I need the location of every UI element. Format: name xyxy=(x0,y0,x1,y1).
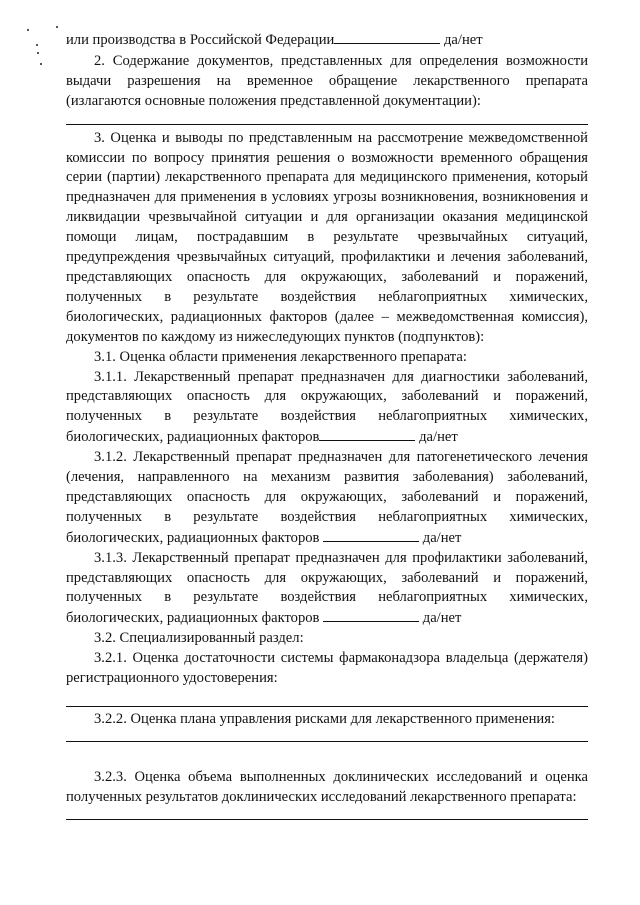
section-3-2-1: 3.2.1. Оценка достаточности системы фармаконадзора владельца (держателя) регистрационного удостоверения: xyxy=(66,650,588,687)
section-3-1-3 xyxy=(66,549,588,630)
section-3-1-2 xyxy=(66,448,588,549)
margin-speck xyxy=(40,63,42,65)
fill-line xyxy=(66,124,588,125)
section-3-1-1-answer: да/нет xyxy=(419,429,458,446)
paragraph-3: 3. Оценка и выводы по представленным на рассмотрение межведомственной комиссии по вопросу принятия решения о возможности временного обращения серии (партии) лекарственного препарата для медицинского применения, который предназначен для применения в условиях угрозы возникновения, возникновения и ликвидации чрезвычайной ситуации и для организации оказания медицинской помощи лицам, пострадавшим в результате чрезвычайных ситуаций, предупреждения чрезвычайных ситуаций, профилактики и лечения заболеваний, представляющих опасность для окружающих, заболеваний и поражений, полученных в результате воздействия неблагоприятных химических, биологических, радиационных факторов (далее – межведомственная комиссия), документов по каждому из нижеследующих пунктов (подпунктов): xyxy=(66,129,588,345)
section-3-1-2-answer: да/нет xyxy=(422,529,462,546)
section-3-1-3-text: 3.1.3. Лекарственный препарат предназначен для профилактики заболеваний, представляющих опасность для окружающих, заболеваний и поражений, полученных в результате воздействия неблагоприятных химических, биологических, радиационных факторов xyxy=(66,549,588,627)
fill-line xyxy=(66,741,588,742)
fill-line xyxy=(66,819,588,820)
paragraph-2: 2. Содержание документов, представленных для определения возможности выдачи разрешения на временное обращение лекарственного препарата (излагаются основные положения представленной документации): xyxy=(66,52,588,109)
section-3-1: 3.1. Оценка области применения лекарственного препарата: xyxy=(94,348,467,365)
line-1 xyxy=(66,30,588,51)
margin-speck xyxy=(37,52,39,54)
answer-blank xyxy=(323,528,419,542)
section-3-1-3-answer: да/нет xyxy=(422,610,462,627)
document-page xyxy=(66,30,588,820)
fill-line xyxy=(66,706,588,707)
line-1-answer: да/нет xyxy=(444,32,483,48)
margin-speck xyxy=(56,26,58,28)
section-3-2-2: 3.2.2. Оценка плана управления рисками для лекарственного применения: xyxy=(94,711,555,727)
section-3-2-3: 3.2.3. Оценка объема выполненных доклинических исследований и оценка полученных результатов доклинических исследований лекарственного препарата: xyxy=(66,768,588,805)
section-3-1-1 xyxy=(66,368,588,449)
line-1-text: или производства в Российской Федерации xyxy=(66,32,335,48)
answer-blank xyxy=(323,608,419,622)
margin-speck xyxy=(36,44,38,46)
section-3-1-2-text: 3.1.2. Лекарственный препарат предназначен для патогенетического лечения (лечения, направленного на механизм развития заболевания) заболеваний, представляющих опасность для окружающих, заболеваний и поражений, полученных в результате воздействия неблагоприятных химических, биологических, радиационных факторов xyxy=(66,449,588,546)
answer-blank xyxy=(334,30,440,44)
margin-speck xyxy=(27,29,29,31)
section-3-2: 3.2. Специализированный раздел: xyxy=(94,630,304,647)
section-3-1-1-text: 3.1.1. Лекарственный препарат предназначен для диагностики заболеваний, представляющих опасность для окружающих, заболеваний и поражений, полученных в результате воздействия неблагоприятных химических, биологических, радиационных факторов xyxy=(66,368,588,446)
answer-blank xyxy=(319,427,415,441)
